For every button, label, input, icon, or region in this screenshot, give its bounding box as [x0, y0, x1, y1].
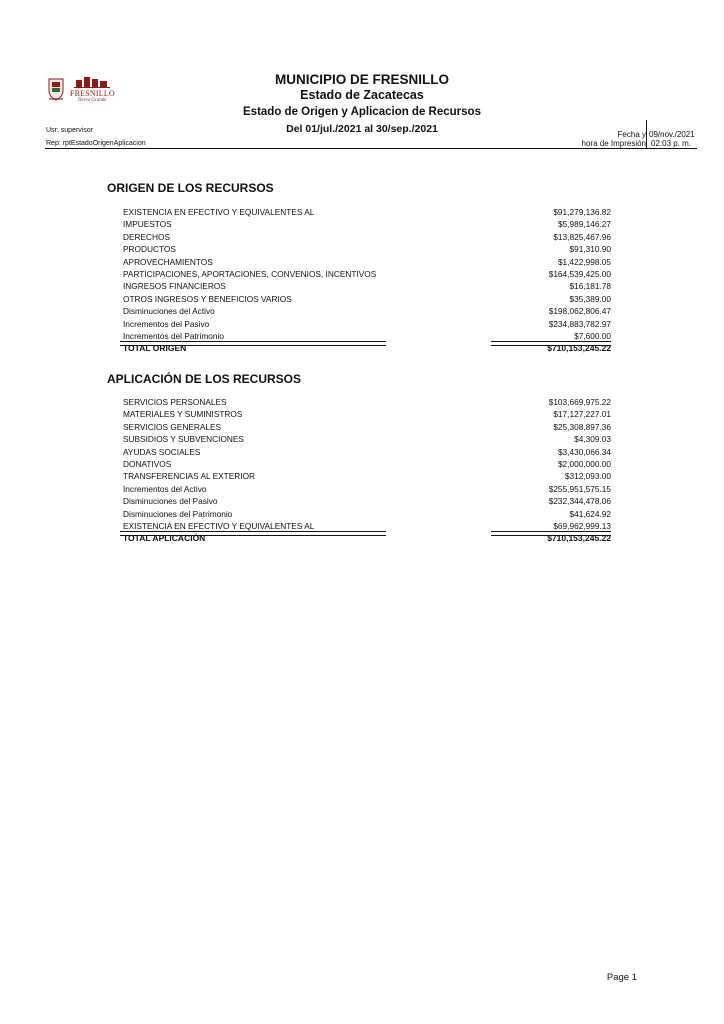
print-time-label: hora de Impresión	[581, 139, 646, 148]
origen-row-label: Incrementos del Patrimonio	[123, 330, 224, 341]
aplicacion-row-amount: $2,000,000.00	[557, 458, 611, 469]
aplicacion-row-label: SERVICIOS GENERALES	[123, 421, 222, 432]
aplicacion-row-label: MATERIALES Y SUMINISTROS	[123, 409, 243, 420]
aplicacion-total-amount: $710,153,245.22	[547, 533, 611, 543]
origen-row-amount: $164,539,425.00	[548, 268, 611, 279]
fresnillo-logo: FRESNILLO Tierra Grande	[70, 77, 114, 107]
page-number: Page 1	[606, 972, 637, 983]
origen-row-amount: $91,310.90	[569, 244, 611, 255]
origen-row-amount: $198,062,806.47	[548, 306, 611, 317]
aplicacion-row	[123, 495, 611, 507]
origen-row	[123, 256, 611, 268]
aplicacion-row-amount: $17,127,227.01	[553, 409, 611, 420]
aplicacion-row	[123, 508, 611, 520]
aplicacion-row-label: EXISTENCIA EN EFECTIVO Y EQUIVALENTES AL	[123, 520, 315, 531]
origen-row-amount: $16,181.78	[569, 281, 611, 292]
origen-row-amount: $7,600.00	[574, 330, 611, 341]
aplicacion-row-amount: $25,308,897.36	[553, 421, 611, 432]
origen-row-amount: $35,389.00	[569, 293, 611, 304]
origen-table	[123, 206, 611, 342]
origen-row-label: DERECHOS	[123, 231, 171, 242]
aplicacion-row-label: DONATIVOS	[123, 458, 172, 469]
report-id-label: Rep: rptEstadoOrigenAplicacion	[46, 140, 146, 147]
aplicacion-row-label: Disminuciones del Pasivo	[123, 496, 218, 507]
aplicacion-row-label: Disminuciones del Patrimonio	[123, 508, 233, 519]
origen-row-amount: $91,279,136.82	[553, 207, 611, 217]
origen-row-amount: $234,883,782.97	[548, 318, 611, 329]
origen-row	[123, 231, 611, 243]
print-date-value: 09/nov./2021	[649, 130, 695, 139]
aplicacion-row	[123, 408, 611, 420]
aplicacion-row	[123, 433, 611, 445]
header-divider-vertical	[646, 120, 647, 148]
state-subtitle: Estado de Zacatecas	[300, 88, 424, 102]
origen-row-label: PARTICIPACIONES, APORTACIONES, CONVENIOS, INCENTIVOS	[123, 268, 377, 279]
origen-section-title: ORIGEN DE LOS RECURSOS	[107, 181, 274, 195]
aplicacion-row-label: SERVICIOS PERSONALES	[123, 397, 227, 407]
aplicacion-row-label: TRANSFERENCIAS AL EXTERIOR	[123, 471, 256, 482]
report-period: Del 01/jul./2021 al 30/sep./2021	[286, 123, 438, 135]
aplicacion-row-amount: $4,309.03	[574, 434, 611, 445]
aplicacion-row-amount: $103,669,975.22	[548, 397, 611, 407]
aplicacion-row-amount: $232,344,478.06	[548, 496, 611, 507]
aplicacion-row	[123, 483, 611, 495]
origen-row	[123, 318, 611, 330]
origen-row	[123, 218, 611, 230]
aplicacion-row	[123, 470, 611, 482]
origen-row	[123, 280, 611, 292]
print-date-label: Fecha y	[617, 130, 646, 139]
aplicacion-total-label: TOTAL APLICACIÓN	[123, 533, 206, 543]
aplicacion-row-amount: $69,962,999.13	[553, 520, 611, 531]
aplicacion-row	[123, 421, 611, 433]
aplicacion-row	[123, 396, 611, 408]
aplicacion-row	[123, 446, 611, 458]
origen-row-amount: $5,989,146.27	[557, 219, 611, 230]
origen-row-label: EXISTENCIA EN EFECTIVO Y EQUIVALENTES AL	[123, 207, 315, 217]
header-divider	[45, 148, 697, 149]
report-title: MUNICIPIO DE FRESNILLO	[274, 72, 449, 87]
origen-row-label: IMPUESTOS	[123, 219, 172, 230]
aplicacion-total-row	[123, 532, 611, 544]
aplicacion-row-amount: $312,093.00	[564, 471, 611, 482]
origen-row-label: OTROS INGRESOS Y BENEFICIOS VARIOS	[123, 293, 292, 304]
origen-row-amount: $1,422,998.05	[557, 256, 611, 267]
origen-row	[123, 293, 611, 305]
aplicacion-row-amount: $41,624.92	[569, 508, 611, 519]
origen-row-label: Incrementos del Pasivo	[123, 318, 210, 329]
origen-row	[123, 268, 611, 280]
origen-row-label: INGRESOS FINANCIEROS	[123, 281, 226, 292]
aplicacion-row-amount: $3,430,066.34	[557, 446, 611, 457]
aplicacion-row-label: AYUDAS SOCIALES	[123, 446, 201, 457]
user-label: Usr: supervisor	[46, 127, 94, 134]
report-name: Estado de Origen y Aplicacion de Recursos	[243, 106, 481, 118]
origen-row	[123, 305, 611, 317]
aplicacion-table	[123, 396, 611, 532]
aplicacion-row	[123, 458, 611, 470]
origen-total-row	[123, 342, 611, 354]
origen-row	[123, 206, 611, 218]
aplicacion-section-title: APLICACIÓN DE LOS RECURSOS	[107, 372, 302, 386]
origen-row-label: Disminuciones del Activo	[123, 306, 215, 317]
origen-total-label: TOTAL ORIGEN	[123, 343, 187, 353]
print-time-value: 02:03 p. m.	[651, 139, 692, 148]
origen-total-amount: $710,153,245.22	[547, 343, 611, 353]
origen-row-label: APROVECHAMIENTOS	[123, 256, 213, 267]
origen-row-label: PRODUCTOS	[123, 244, 176, 255]
aplicacion-row-amount: $255,951,575.15	[548, 483, 611, 494]
origen-row	[123, 243, 611, 255]
aplicacion-row-label: SUBSIDIOS Y SUBVENCIONES	[123, 434, 244, 445]
origen-row-amount: $13,825,467.96	[553, 231, 611, 242]
aplicacion-row-label: Incrementos del Activo	[123, 483, 207, 494]
